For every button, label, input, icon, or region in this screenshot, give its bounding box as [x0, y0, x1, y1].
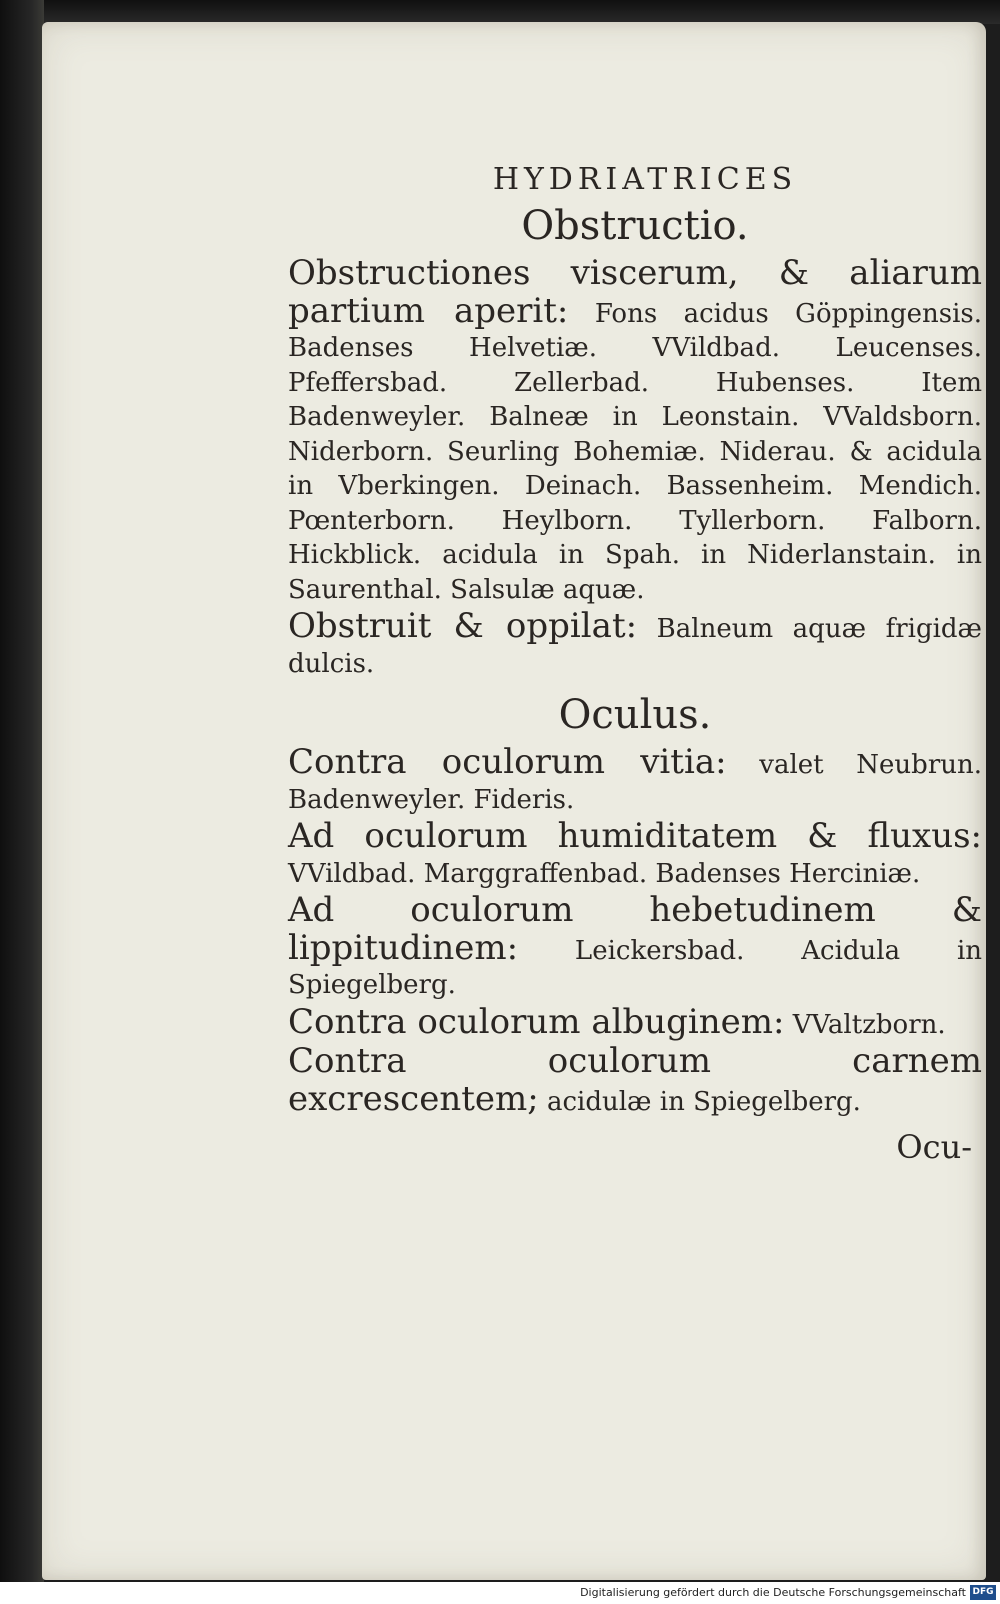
dfg-logo: DFG: [970, 1585, 996, 1600]
entry-oculorum-hebetudinem: [288, 890, 983, 1003]
entry-text: VValtzborn.: [792, 1009, 946, 1040]
entry-oculorum-albuginem: [288, 1001, 982, 1043]
page-text-block: [288, 142, 982, 1167]
footer-strip: [0, 1582, 1000, 1604]
entry-oculorum-carnem: [288, 1041, 982, 1119]
entry-lead: Contra oculorum vitia:: [288, 742, 727, 782]
section-title-oculus: Oculus.: [558, 692, 712, 738]
entry-obstructiones: [288, 253, 982, 607]
book-page: [42, 22, 986, 1580]
entry-text: VVildbad. Marggraffenbad. Badenses Herciniæ.: [288, 858, 921, 889]
entry-lead: Contra oculorum carnem excrescentem;: [288, 1041, 982, 1119]
book-binding: [0, 0, 44, 1604]
entry-obstruit: [288, 606, 982, 681]
section-title-obstructio: Obstructio.: [521, 203, 749, 249]
entry-lead: Ad oculorum humiditatem & fluxus:: [288, 816, 982, 856]
entry-lead: Obstruit & oppilat:: [288, 606, 638, 646]
entry-text: valet Neubrun. Badenweyler. Fideris.: [288, 750, 982, 815]
entry-lead: Contra oculorum albuginem:: [288, 1001, 785, 1042]
footer-credit: Digitalisierung gefördert durch die Deutsche Forschungsgemeinschaft: [580, 1586, 966, 1599]
entry-lead: Ad oculorum hebetudinem & lippitudinem:: [288, 890, 982, 968]
entry-lead: Obstructiones viscerum, & aliarum partium aperit:: [288, 253, 982, 331]
entry-text: Balneum aquæ frigidæ dulcis.: [288, 614, 982, 679]
entry-text: acidulæ in Spiegelberg.: [546, 1086, 861, 1117]
running-head: HYDRIATRICES: [492, 162, 798, 197]
entry-oculorum-humiditatem: [288, 816, 982, 891]
entry-text: Leickersbad. Acidula in Spiegelberg.: [288, 935, 983, 1000]
entry-text: Fons acidus Göppingensis. Badenses Helvetiæ. VVildbad. Leucenses. Pfeffersbad. Zellerbad. Hubenses. Item Badenweyler. Balneæ in Leonstain. VValdsborn. Niderborn. Seurling Bohemiæ. Niderau. & acidula in Vberkingen. Deinach. Bassenheim. Mendich. Pœnterborn. Heylborn. Tyllerborn. Falborn. Hickblick. acidula in Spah. in Niderlanstain. in Saurenthal. Salsulæ aquæ.: [288, 298, 982, 605]
book-top-edge: [44, 0, 1000, 24]
catchword: Ocu-: [896, 1128, 972, 1166]
entry-oculorum-vitia: [288, 742, 982, 817]
